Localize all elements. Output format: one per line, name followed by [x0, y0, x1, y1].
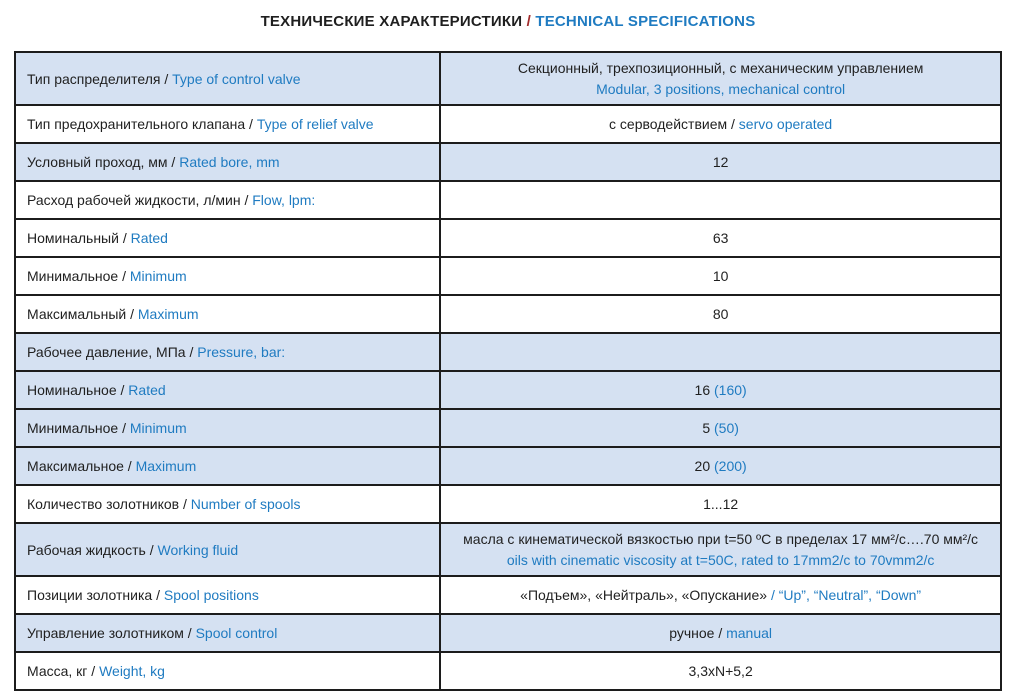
label-ru: Максимальное /: [27, 458, 136, 474]
spec-value-cell: [440, 333, 1001, 371]
spec-row-number-of-spools: [15, 485, 1001, 523]
value-en: / “Up”, “Neutral”, “Down”: [770, 587, 922, 603]
label-en: Type of control valve: [172, 70, 301, 87]
spec-label-cell: [15, 219, 440, 257]
spec-label-cell: [15, 485, 440, 523]
spec-label-cell: [15, 576, 440, 614]
label-ru: Рабочее давление, МПа /: [27, 344, 198, 360]
spec-value-cell: [440, 181, 1001, 219]
spec-row-flow-header: [15, 181, 1001, 219]
page-title-separator: /: [522, 13, 536, 30]
value-ru: 10: [712, 268, 729, 284]
value-ru: 12: [712, 154, 729, 170]
label-ru: Количество золотников /: [27, 496, 191, 512]
label-en: Spool positions: [163, 587, 259, 603]
spec-row-pressure-maximum: [15, 447, 1001, 485]
label-en: Number of spools: [190, 496, 301, 512]
spec-row-pressure-rated: [15, 371, 1001, 409]
spec-row-flow-rated: [15, 219, 1001, 257]
label-en: Weight, kg: [99, 663, 165, 679]
value-ru: 1...12: [703, 496, 739, 512]
value-en: servo operated: [738, 116, 833, 132]
spec-row-flow-minimum: [15, 257, 1001, 295]
spec-value-cell: [440, 295, 1001, 333]
label-ru: Номинальный /: [27, 230, 131, 246]
label-ru: Условный проход, мм /: [27, 154, 180, 170]
spec-value-cell: [440, 652, 1001, 690]
spec-label-cell: [15, 523, 440, 576]
label-en: Rated: [128, 382, 166, 398]
label-en: Maximum: [135, 458, 197, 474]
spec-value-cell: [440, 257, 1001, 295]
spec-value-cell: [440, 409, 1001, 447]
spec-label-cell: [15, 371, 440, 409]
label-ru: Тип предохранительного клапана /: [27, 116, 257, 132]
value-ru: 5: [702, 420, 715, 436]
value-en: Modular, 3 positions, mechanical control: [596, 80, 846, 97]
spec-row-relief-valve-type: [15, 105, 1001, 143]
page-title: [0, 0, 1016, 30]
spec-value-cell: [440, 523, 1001, 576]
spec-label-cell: [15, 181, 440, 219]
label-ru: Номинальное /: [27, 382, 129, 398]
spec-row-rated-bore: [15, 143, 1001, 181]
label-ru: Масса, кг /: [27, 663, 100, 679]
spec-label-cell: [15, 105, 440, 143]
label-ru: Управление золотником /: [27, 625, 196, 641]
spec-label-cell: [15, 295, 440, 333]
spec-value-cell: [440, 371, 1001, 409]
spec-label-cell: [15, 409, 440, 447]
label-ru: Рабочая жидкость /: [27, 541, 158, 558]
value-ru: «Подъем», «Нейтраль», «Опускание»: [520, 587, 771, 603]
spec-value-cell: [440, 52, 1001, 105]
spec-label-cell: [15, 447, 440, 485]
spec-row-spool-positions: [15, 576, 1001, 614]
spec-label-cell: [15, 652, 440, 690]
spec-row-spool-control: [15, 614, 1001, 652]
label-en: Flow, lpm:: [252, 192, 316, 208]
spec-value-cell: [440, 447, 1001, 485]
page-title-en: TECHNICAL SPECIFICATIONS: [535, 13, 756, 30]
spec-label-cell: [15, 52, 440, 105]
spec-label-cell: [15, 614, 440, 652]
label-ru: Тип распределителя /: [27, 70, 173, 87]
value-en: (50): [714, 420, 739, 436]
value-ru: 63: [712, 230, 729, 246]
label-en: Working fluid: [157, 541, 239, 558]
value-ru: 16: [694, 382, 715, 398]
spec-row-weight: [15, 652, 1001, 690]
label-ru: Максимальный /: [27, 306, 138, 322]
spec-value-cell: [440, 105, 1001, 143]
value-en: oils with cinematic viscosity at t=50C, rated to 17mm2/c to 70vmm2/c: [506, 551, 935, 568]
spec-row-pressure-minimum: [15, 409, 1001, 447]
spec-value-cell: [440, 143, 1001, 181]
label-en: Type of relief valve: [256, 116, 374, 132]
page-title-ru: ТЕХНИЧЕСКИЕ ХАРАКТЕРИСТИКИ: [260, 13, 523, 30]
spec-value-cell: [440, 485, 1001, 523]
value-ru: масла с кинематической вязкостью при t=50 ºС в пределах 17 мм²/с….70 мм²/с: [463, 530, 979, 547]
spec-row-control-valve-type: [15, 52, 1001, 105]
spec-row-pressure-header: [15, 333, 1001, 371]
spec-row-working-fluid: [15, 523, 1001, 576]
label-en: Minimum: [129, 268, 187, 284]
value-en: (160): [714, 382, 747, 398]
label-ru: Минимальное /: [27, 268, 130, 284]
label-ru: Расход рабочей жидкости, л/мин /: [27, 192, 253, 208]
value-ru: 20: [694, 458, 715, 474]
label-ru: Позиции золотника /: [27, 587, 164, 603]
value-ru: с серводействием /: [609, 116, 739, 132]
label-en: Spool control: [195, 625, 278, 641]
spec-label-cell: [15, 257, 440, 295]
value-ru: 3,3xN+5,2: [688, 663, 753, 679]
spec-row-flow-maximum: [15, 295, 1001, 333]
spec-value-cell: [440, 614, 1001, 652]
value-en: (200): [714, 458, 747, 474]
value-ru: Секционный, трехпозиционный, с механическим управлением: [517, 59, 924, 76]
label-ru: Минимальное /: [27, 420, 130, 436]
spec-label-cell: [15, 143, 440, 181]
value-en: manual: [726, 625, 773, 641]
spec-value-cell: [440, 576, 1001, 614]
specifications-table: [14, 51, 1002, 691]
spec-value-cell: [440, 219, 1001, 257]
label-en: Rated bore, mm: [179, 154, 280, 170]
label-en: Pressure, bar:: [197, 344, 286, 360]
value-ru: 80: [712, 306, 729, 322]
label-en: Rated: [130, 230, 168, 246]
spec-label-cell: [15, 333, 440, 371]
label-en: Minimum: [129, 420, 187, 436]
value-ru: ручное /: [669, 625, 727, 641]
label-en: Maximum: [137, 306, 199, 322]
